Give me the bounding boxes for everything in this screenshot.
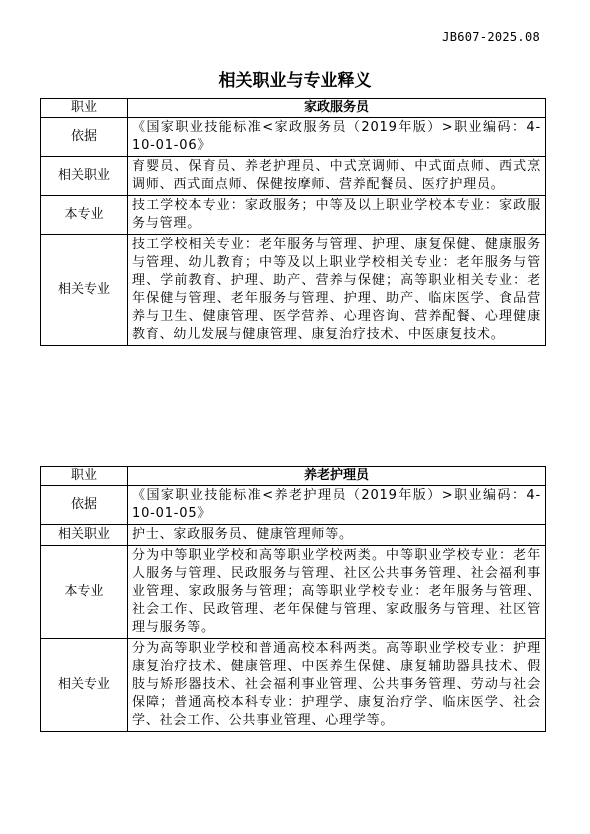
occupation-table-housekeeping [40,98,546,346]
occupation-name: 养老护理员 [128,467,546,486]
row-content: 护士、家政服务员、健康管理师等。 [128,525,546,546]
table-row [41,546,546,639]
table-header-row [41,467,546,486]
row-label: 相关专业 [41,639,128,732]
row-label: 依据 [41,486,128,525]
row-label: 本专业 [41,546,128,639]
page-title: 相关职业与专业释义 [218,71,372,91]
row-content: 技工学校相关专业：老年服务与管理、护理、康复保健、健康服务与管理、幼儿教育；中等及以上职业学校相关专业：老年服务与管理、学前教育、护理、助产、营养与保健；高等职业相关专业：老年保健与管理、老年服务与管理、护理、助产、临床医学、食品营养与卫生、健康管理、医学营养、心理咨询、营养配餐、心理健康教育、幼儿发展与健康管理、康复治疗技术、中医康复技术。 [128,235,546,346]
table-row [41,639,546,732]
table-row [41,196,546,235]
row-label: 依据 [41,118,128,157]
column-label: 职业 [41,467,128,486]
row-content: 《国家职业技能标准<养老护理员（2019年版）>职业编码：4-10-01-05》 [128,486,546,525]
row-content: 技工学校本专业：家政服务；中等及以上职业学校本专业：家政服务与管理。 [128,196,546,235]
table-row [41,525,546,546]
row-content: 《国家职业技能标准<家政服务员（2019年版）>职业编码：4-10-01-06》 [128,118,546,157]
table-row [41,486,546,525]
row-content: 分为中等职业学校和高等职业学校两类。中等职业学校专业：老年人服务与管理、民政服务与管理、社区公共事务管理、社会福利事业管理、家政服务与管理；高等职业学校专业：老年服务与管理、社会工作、民政管理、老年保健与管理、家政服务与管理、社区管理与服务等。 [128,546,546,639]
occupation-table-elderly-care [40,466,546,732]
row-content: 分为高等职业学校和普通高校本科两类。高等职业学校专业：护理康复治疗技术、健康管理、中医养生保健、康复辅助器具技术、假肢与矫形器技术、社会福利事业管理、公共事务管理、劳动与社会保障；普通高校本科专业：护理学、康复治疗学、临床医学、社会学、社会工作、公共事业管理、心理学等。 [128,639,546,732]
column-label: 职业 [41,99,128,118]
table-row [41,118,546,157]
row-label: 相关专业 [41,235,128,346]
row-label: 相关职业 [41,525,128,546]
occupation-name: 家政服务员 [128,99,546,118]
table-header-row [41,99,546,118]
row-label: 本专业 [41,196,128,235]
document-code: JB607-2025.08 [442,30,540,44]
row-label: 相关职业 [41,157,128,196]
table-row [41,157,546,196]
row-content: 育婴员、保育员、养老护理员、中式烹调师、中式面点师、西式烹调师、西式面点师、保健按摩师、营养配餐员、医疗护理员。 [128,157,546,196]
table-row [41,235,546,346]
